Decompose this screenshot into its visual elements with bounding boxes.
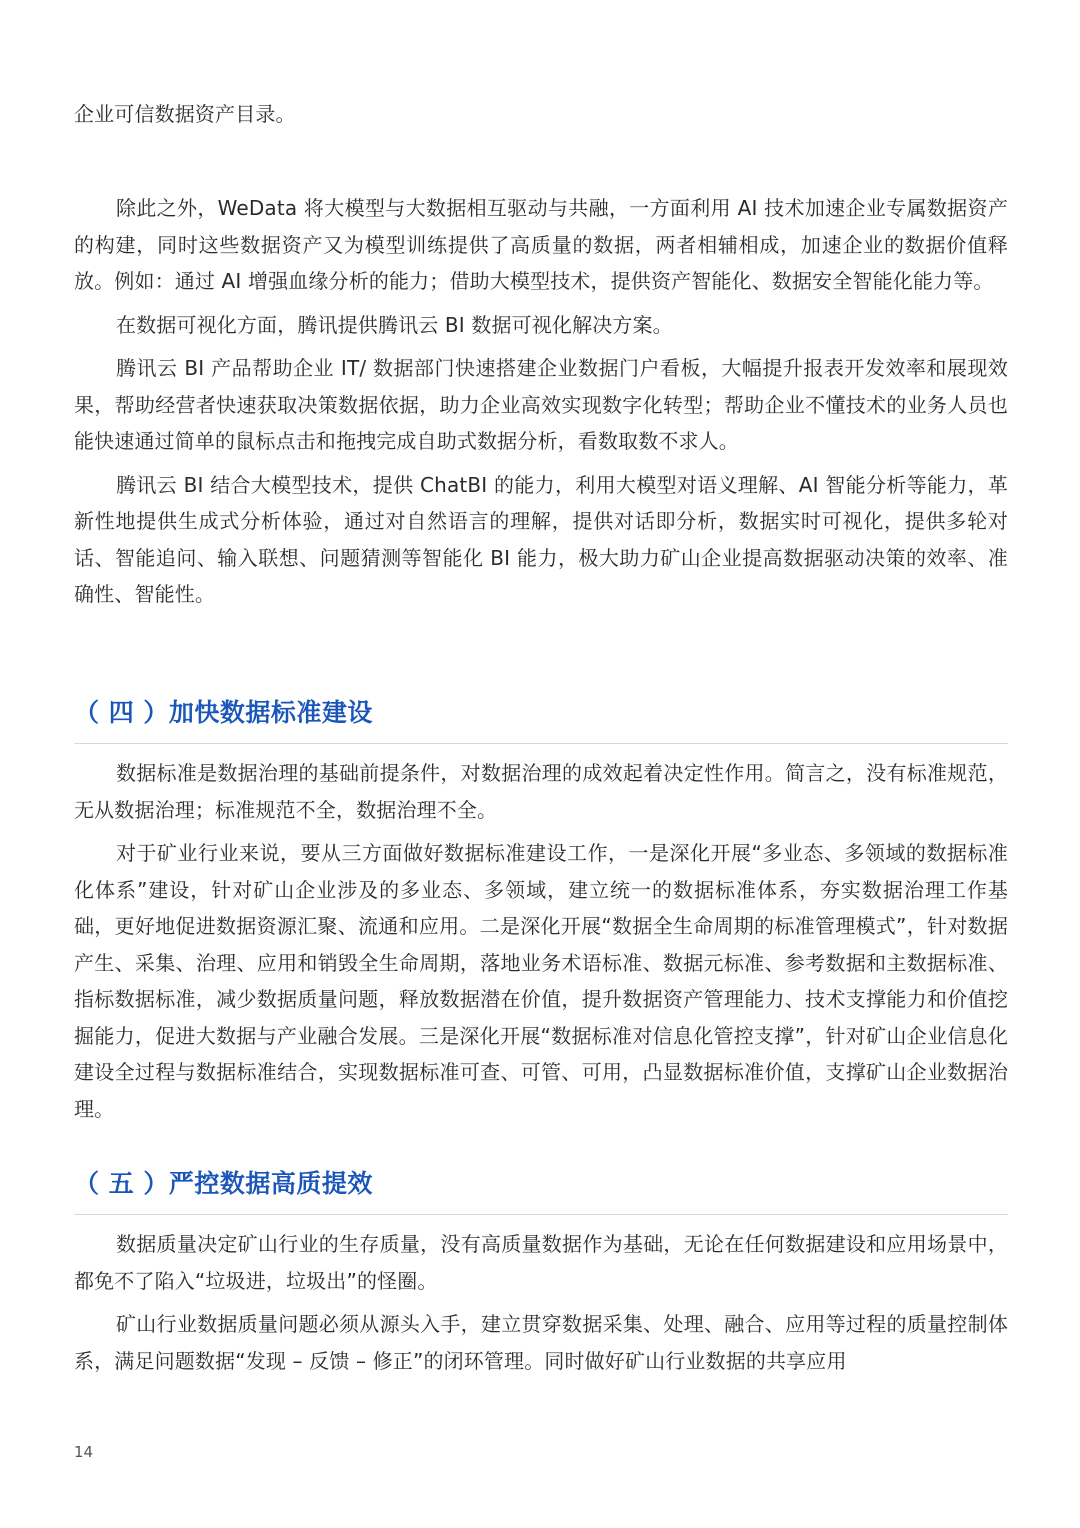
paragraph-standards-intro: 数据标准是数据治理的基础前提条件，对数据治理的成效起着决定性作用。简言之，没有标准规范，无从数据治理；标准规范不全，数据治理不全。 — [74, 761, 1008, 822]
section-5-body — [74, 1226, 1008, 1379]
paragraph-quality-detail: 矿山行业数据质量问题必须从源头入手，建立贯穿数据采集、处理、融合、应用等过程的质量控制体系，满足问题数据“发现 – 反馈 – 修正”的闭环管理。同时做好矿山行业数据的共享应用 — [74, 1312, 1008, 1373]
paragraph-quality-intro: 数据质量决定矿山行业的生存质量，没有高质量数据作为基础，无论在任何数据建设和应用场景中，都免不了陷入“垃圾进，垃圾出”的怪圈。 — [74, 1232, 1008, 1293]
page-number: 14 — [74, 1443, 94, 1461]
section-4-body — [74, 755, 1008, 1127]
paragraph-visualization: 在数据可视化方面，腾讯提供腾讯云 BI 数据可视化解决方案。 — [116, 312, 673, 337]
section-divider-5 — [74, 1214, 1008, 1215]
paragraph-continuation: 企业可信数据资产目录。 — [74, 102, 296, 126]
section-heading-4: （ 四 ）加快数据标准建设 — [74, 698, 373, 727]
paragraph-chatbi: 腾讯云 BI 结合大模型技术，提供 ChatBI 的能力，利用大模型对语义理解、AI 智能分析等能力，革新性地提供生成式分析体验，通过对自然语言的理解，提供对话即分析，数据实时可视化，提供多轮对话、智能追问、输入联想、问题猜测等智能化 BI 能力，极大助力矿山企业提高数据驱动决策的效率、准确性、智能性。 — [74, 472, 1008, 606]
section-divider-4 — [74, 743, 1008, 744]
paragraph-wedata: 除此之外，WeData 将大模型与大数据相互驱动与共融，一方面利用 AI 技术加速企业专属数据资产的构建，同时这些数据资产又为模型训练提供了高质量的数据，两者相辅相成，加速企业的数据价值释放。例如：通过 AI 增强血缘分析的能力；借助大模型技术，提供资产智能化、数据安全智能化能力等。 — [74, 196, 1008, 293]
paragraph-standards-detail: 对于矿业行业来说，要从三方面做好数据标准建设工作，一是深化开展“多业态、多领域的数据标准化体系”建设，针对矿山企业涉及的多业态、多领域，建立统一的数据标准体系，夯实数据治理工作基础，更好地促进数据资源汇聚、流通和应用。二是深化开展“数据全生命周期的标准管理模式”，针对数据产生、采集、治理、应用和销毁全生命周期，落地业务术语标准、数据元标准、参考数据和主数据标准、指标数据标准，减少数据质量问题，释放数据潜在价值，提升数据资产管理能力、技术支撑能力和价值挖掘能力，促进大数据与产业融合发展。三是深化开展“数据标准对信息化管控支撑”，针对矿山企业信息化建设全过程与数据标准结合，实现数据标准可查、可管、可用，凸显数据标准价值，支撑矿山企业数据治理。 — [74, 841, 1008, 1121]
paragraph-bi-product: 腾讯云 BI 产品帮助企业 IT/ 数据部门快速搭建企业数据门户看板，大幅提升报表开发效率和展现效果，帮助经营者快速获取决策数据依据，助力企业高效实现数字化转型；帮助企业不懂技术的业务人员也能快速通过简单的鼠标点击和拖拽完成自助式数据分析，看数取数不求人。 — [74, 356, 1008, 453]
body-text-block-1 — [74, 190, 1008, 613]
section-heading-5: （ 五 ）严控数据高质提效 — [74, 1169, 373, 1198]
body-text-top — [74, 96, 1008, 133]
